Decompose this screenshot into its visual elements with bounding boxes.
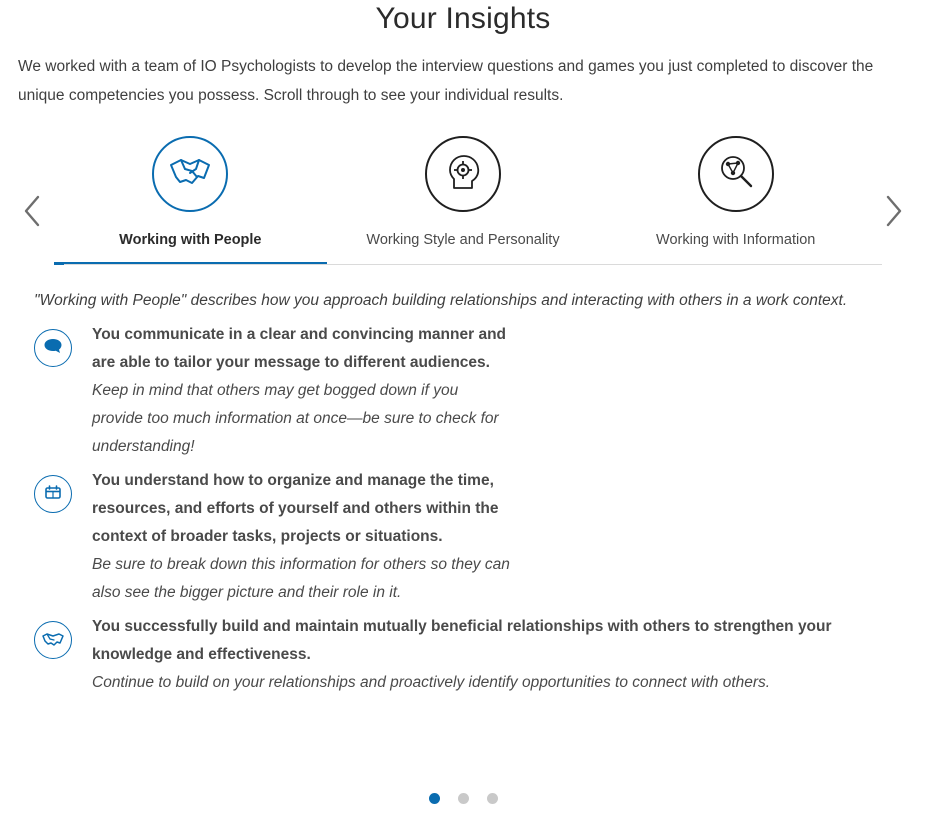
speech-bubble-icon-circle <box>34 329 72 367</box>
tabs-baseline-divider <box>64 264 882 265</box>
list-item <box>34 467 926 607</box>
tab-working-with-information[interactable] <box>599 136 872 265</box>
calendar-clock-icon <box>42 482 64 507</box>
list-item <box>34 321 926 461</box>
handshake-small-icon <box>41 628 65 653</box>
head-gear-icon <box>441 150 485 199</box>
page-title: Your Insights <box>375 2 551 35</box>
head-gear-icon-circle <box>425 136 501 212</box>
insight-tip: Be sure to break down this information for others so they can also see the bigger picture and their role in it. <box>92 556 510 601</box>
insight-texts <box>92 467 512 607</box>
pagination-dot-1[interactable] <box>429 793 440 804</box>
insight-texts <box>92 613 892 697</box>
tab-working-with-people[interactable] <box>54 136 327 265</box>
chevron-right-icon <box>883 194 905 228</box>
handshake-small-icon-circle <box>34 621 72 659</box>
handshake-icon <box>167 152 213 197</box>
speech-bubble-icon <box>42 336 64 361</box>
insight-list <box>34 321 926 697</box>
tab-list <box>54 136 872 265</box>
tab-label: Working with Information <box>656 232 816 248</box>
chevron-left-icon <box>21 194 43 228</box>
handshake-icon-circle <box>152 136 228 212</box>
intro-paragraph: We worked with a team of IO Psychologists to develop the interview questions and games you just completed to discover the unique competencies you possess. Scroll through to see your individual results. <box>18 58 874 104</box>
list-item <box>34 613 926 697</box>
pagination-dot-3[interactable] <box>487 793 498 804</box>
insight-texts <box>92 321 512 461</box>
calendar-clock-icon-circle <box>34 475 72 513</box>
insight-headline: You understand how to organize and manage the time, resources, and efforts of yourself and others within the context of broader tasks, projects or situations. <box>92 472 499 545</box>
tab-label: Working with People <box>119 232 262 248</box>
insight-tip: Keep in mind that others may get bogged down if you provide too much information at once—be sure to check for understanding! <box>92 382 499 455</box>
carousel-pagination <box>0 793 926 804</box>
pagination-dot-2[interactable] <box>458 793 469 804</box>
carousel-next-button[interactable] <box>872 136 916 256</box>
magnifier-network-icon <box>713 150 759 199</box>
competency-description: "Working with People" describes how you approach building relationships and interacting with others in a work context. <box>34 292 848 309</box>
insight-tip: Continue to build on your relationships and proactively identify opportunities to connect with others. <box>92 674 771 691</box>
tab-label: Working Style and Personality <box>366 232 560 248</box>
magnifier-network-icon-circle <box>698 136 774 212</box>
tab-working-style-and-personality[interactable] <box>327 136 600 265</box>
competency-carousel <box>0 136 926 265</box>
insight-headline: You successfully build and maintain mutually beneficial relationships with others to strengthen your knowledge and effectiveness. <box>92 618 832 663</box>
insight-headline: You communicate in a clear and convincing manner and are able to tailor your message to different audiences. <box>92 326 507 371</box>
carousel-prev-button[interactable] <box>10 136 54 256</box>
